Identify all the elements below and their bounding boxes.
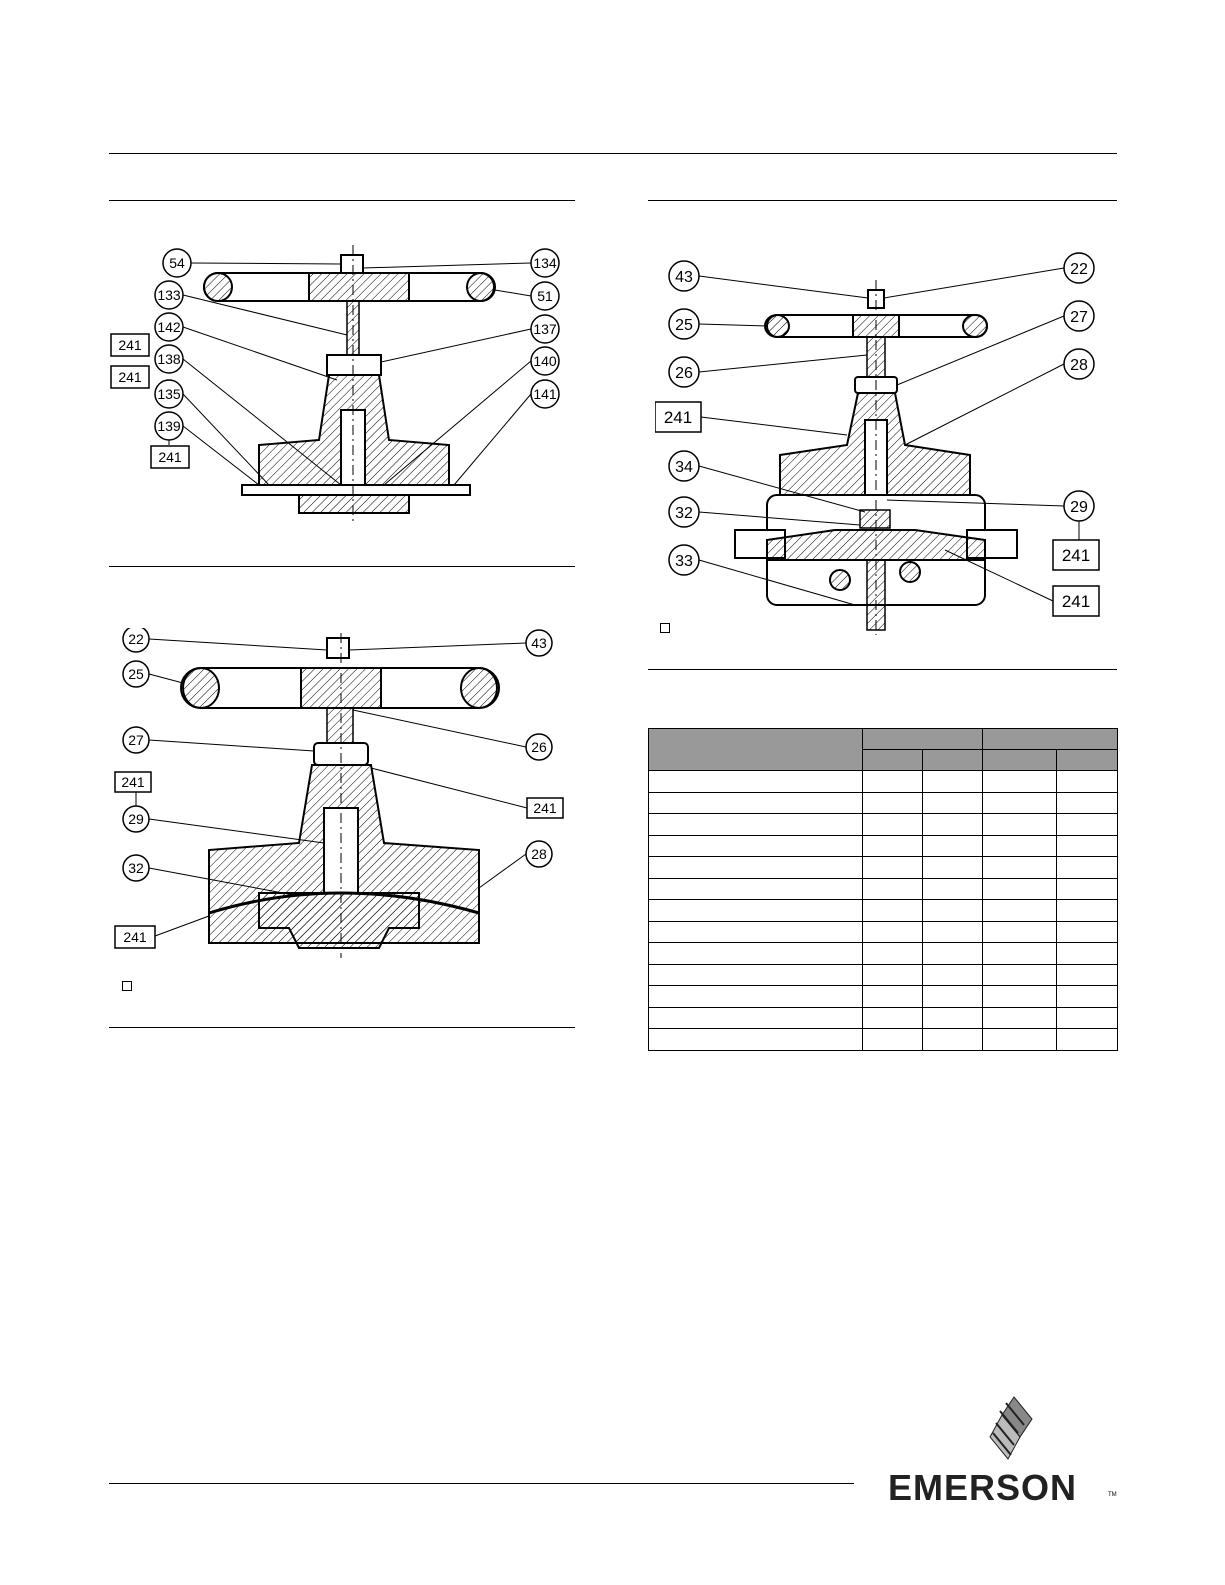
- figure-b-legend-box: [122, 981, 132, 991]
- callout-text: 51: [537, 288, 553, 304]
- figure-a-top-rule: [109, 200, 575, 201]
- boxed-callout-241: [1053, 586, 1099, 616]
- callout-text: 32: [675, 505, 693, 522]
- callout-text: 43: [531, 635, 547, 651]
- callout-text: 26: [675, 365, 693, 382]
- boxed-callout-241: [1053, 540, 1099, 570]
- callout-text: 241: [158, 449, 182, 465]
- table-row: [649, 792, 1118, 814]
- emerson-logo: [888, 1395, 1118, 1508]
- callout-27: [123, 727, 149, 753]
- callout-28: [1064, 349, 1094, 379]
- callout-29: [123, 806, 149, 832]
- callout-25: [669, 309, 699, 339]
- figure-a-drawing: [109, 240, 575, 540]
- callout-32: [123, 855, 149, 881]
- callout-43: [669, 261, 699, 291]
- callout-134: [531, 249, 559, 277]
- table-row: [649, 814, 1118, 836]
- callout-32: [669, 497, 699, 527]
- callout-54: [163, 249, 191, 277]
- figure-b-bottom-rule: [109, 1027, 575, 1028]
- callout-43: [526, 630, 552, 656]
- callout-text: 34: [675, 459, 693, 476]
- callout-text: 134: [533, 255, 557, 271]
- callout-34: [669, 451, 699, 481]
- callout-text: 138: [157, 351, 181, 367]
- table-row: [649, 900, 1118, 922]
- callout-text: 25: [675, 317, 693, 334]
- callout-text: 241: [1061, 592, 1091, 611]
- callout-text: 22: [128, 631, 144, 647]
- callout-text: 29: [1070, 499, 1088, 516]
- callout-29: [1064, 491, 1094, 521]
- emerson-wordmark: EMERSON: [888, 1467, 1078, 1508]
- callout-28: [526, 841, 552, 867]
- callout-text: 241: [118, 337, 142, 353]
- boxed-callout-241: [111, 334, 149, 356]
- callout-text: 135: [157, 386, 181, 402]
- callout-text: 142: [157, 319, 181, 335]
- callout-text: 43: [675, 269, 693, 286]
- boxed-callout-241: [115, 926, 155, 948]
- table-header-cell: [863, 750, 923, 771]
- callout-133: [155, 281, 183, 309]
- table-row: [649, 921, 1118, 943]
- boxed-callout-241: [115, 772, 151, 792]
- figure-c-legend-box: [660, 623, 670, 633]
- table-top-rule: [648, 669, 1117, 670]
- callout-text: 241: [1061, 546, 1091, 565]
- callout-135: [155, 380, 183, 408]
- callout-27: [1064, 301, 1094, 331]
- callout-text: 137: [533, 321, 557, 337]
- boxed-callout-241: [655, 402, 701, 432]
- table-header-cell: [649, 729, 863, 771]
- emerson-logo-mark: [888, 1395, 1118, 1467]
- figure-b-top-rule: [109, 566, 575, 567]
- callout-text: 33: [675, 553, 693, 570]
- callout-text: 28: [531, 846, 547, 862]
- callout-text: 241: [118, 369, 142, 385]
- table-header-cell: [983, 750, 1057, 771]
- table-row: [649, 943, 1118, 965]
- figure-c-top-rule: [648, 200, 1117, 201]
- table-row: [649, 964, 1118, 986]
- callout-text: 140: [533, 353, 557, 369]
- table-header-cell: [923, 750, 983, 771]
- callout-text: 54: [169, 255, 185, 271]
- callout-text: 27: [1070, 309, 1088, 326]
- table-header-row: [649, 729, 1118, 750]
- callout-text: 139: [157, 418, 181, 434]
- callout-text: 26: [531, 739, 547, 755]
- callout-25: [123, 661, 149, 687]
- header-rule: [109, 153, 1117, 154]
- table-row: [649, 1007, 1118, 1029]
- callout-text: 29: [128, 811, 144, 827]
- table-body: [649, 771, 1118, 1051]
- callout-22: [1064, 253, 1094, 283]
- callout-51: [531, 282, 559, 310]
- callout-text: 25: [128, 666, 144, 682]
- table-row: [649, 857, 1118, 879]
- table-header-cell: [863, 729, 983, 750]
- callout-text: 28: [1070, 357, 1088, 374]
- boxed-callout-241: [527, 798, 563, 818]
- table-row: [649, 771, 1118, 793]
- callout-22: [123, 628, 149, 652]
- callout-140: [531, 347, 559, 375]
- callout-142: [155, 313, 183, 341]
- callout-text: 241: [533, 800, 557, 816]
- parts-table: [648, 728, 1118, 1051]
- callout-text: 22: [1070, 261, 1088, 278]
- callout-138: [155, 345, 183, 373]
- boxed-callout-241: [151, 446, 189, 468]
- table-header-cell: [983, 729, 1118, 750]
- callout-text: 32: [128, 860, 144, 876]
- callout-text: 141: [533, 386, 557, 402]
- callout-text: 241: [121, 774, 145, 790]
- callout-141: [531, 380, 559, 408]
- callout-text: 27: [128, 732, 144, 748]
- callout-137: [531, 315, 559, 343]
- table-header-cell: [1057, 750, 1118, 771]
- table-row: [649, 835, 1118, 857]
- boxed-callout-241: [111, 366, 149, 388]
- trademark-mark: TM: [1108, 1492, 1117, 1498]
- figure-b-drawing: [109, 628, 575, 973]
- callout-text: 241: [663, 408, 693, 427]
- callout-26: [669, 357, 699, 387]
- callout-text: 241: [123, 929, 147, 945]
- figure-c-drawing: [655, 250, 1117, 635]
- table-row: [649, 1029, 1118, 1051]
- callout-33: [669, 545, 699, 575]
- callout-139: [155, 412, 183, 440]
- table-row: [649, 986, 1118, 1008]
- callout-text: 133: [157, 287, 181, 303]
- table-row: [649, 878, 1118, 900]
- callout-26: [526, 734, 552, 760]
- footer-rule: [109, 1483, 854, 1484]
